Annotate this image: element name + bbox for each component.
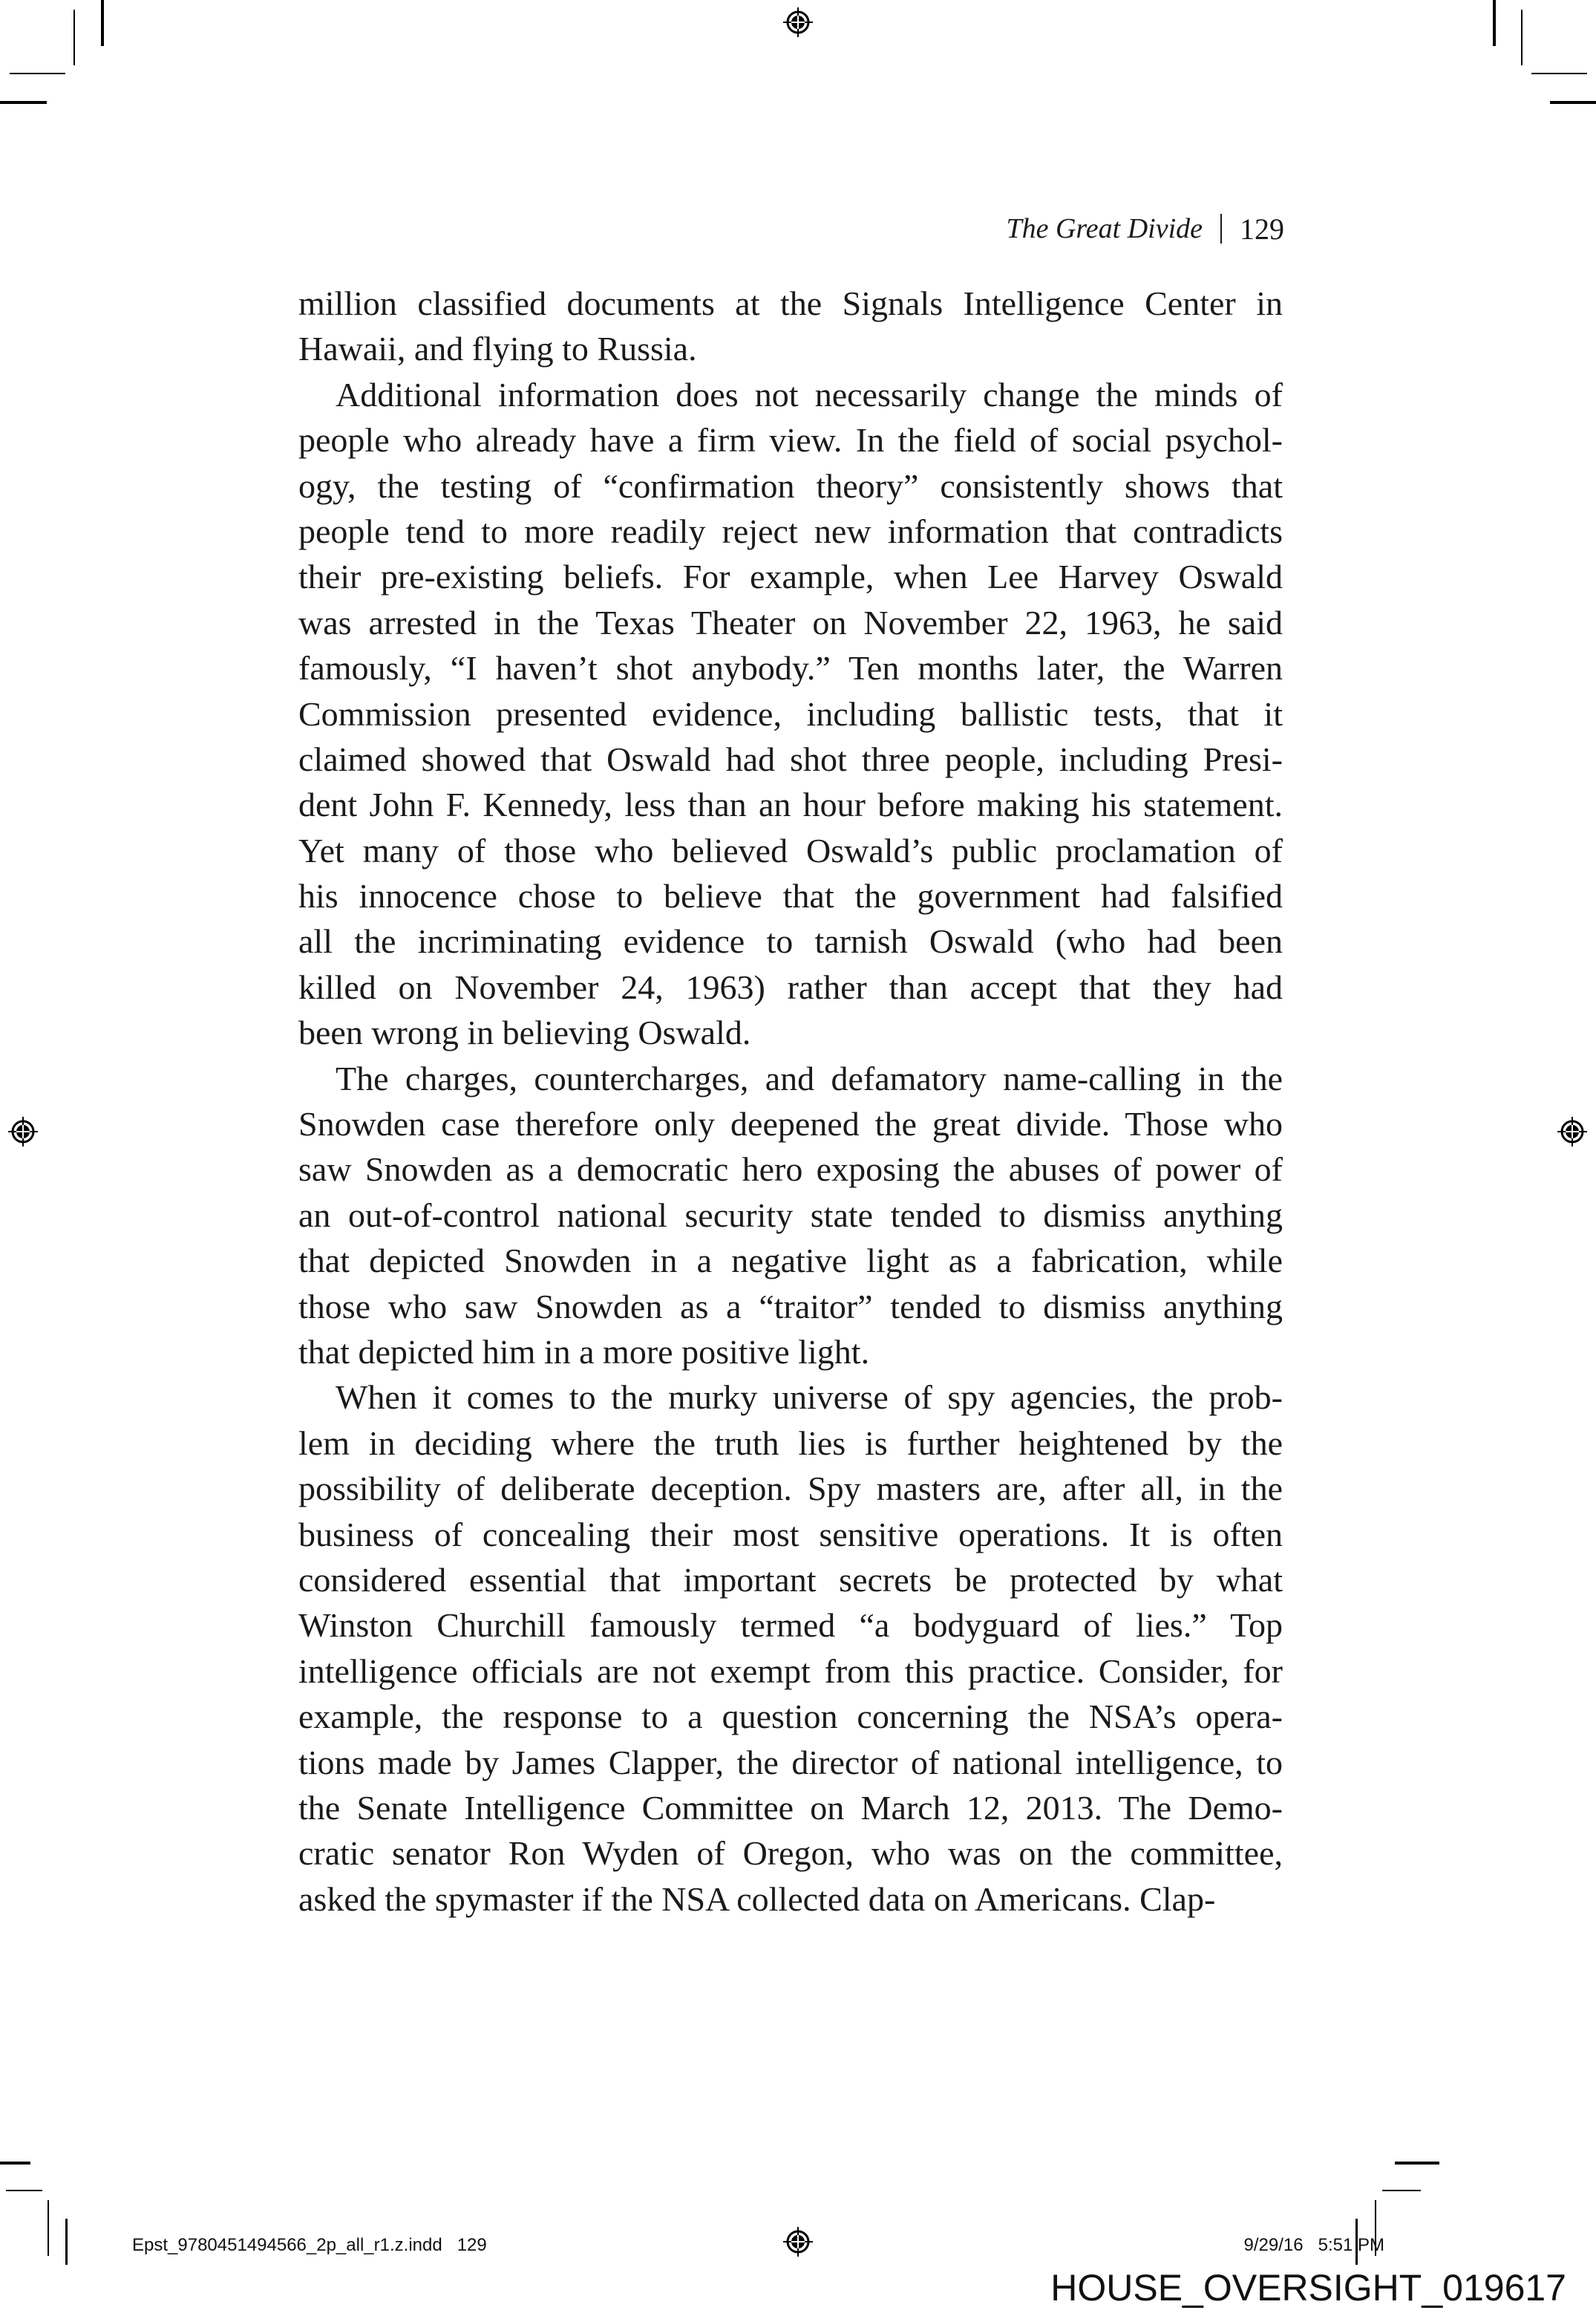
text-line: Hawaii, and flying to Russia.: [298, 330, 697, 368]
text-line: example, the response to a question concerning the NSA’s opera-: [298, 1697, 1283, 1736]
text-line: the Senate Intelligence Committee on March 12, 2013. The Demo-: [298, 1788, 1283, 1827]
text-line: an out-of-control national security state tended to dismiss anything: [298, 1195, 1283, 1234]
crop-mark-top-right-v1: [1493, 0, 1496, 46]
crop-mark-bottom-left-v2: [65, 2219, 68, 2265]
registration-target-icon: [7, 1115, 39, 1148]
bates-number: HOUSE_OVERSIGHT_019617: [1050, 2267, 1566, 2309]
page-number: 129: [1240, 212, 1284, 246]
text-line: Snowden case therefore only deepened the great divide. Those who: [298, 1105, 1283, 1144]
slug-file-name: Epst_9780451494566_2p_all_r1.z.indd 129: [132, 2235, 487, 2255]
text-line: been wrong in believing Oswald.: [298, 1014, 751, 1052]
crop-mark-bottom-right-h1: [1382, 2190, 1421, 2191]
text-line: business of concealing their most sensitive operations. It is often: [298, 1515, 1283, 1553]
text-line: million classified documents at the Signals Intelligence Center in: [298, 284, 1283, 322]
crop-mark-top-left-h2: [0, 101, 47, 104]
text-line: considered essential that important secrets be protected by what: [298, 1560, 1283, 1599]
crop-mark-top-left-v1: [101, 0, 104, 46]
text-line: intelligence officials are not exempt from this practice. Consider, for: [298, 1651, 1283, 1690]
text-line: possibility of deliberate deception. Spy masters are, after all, in the: [298, 1469, 1283, 1508]
crop-mark-bottom-left-h2: [6, 2190, 42, 2191]
text-line: their pre-existing beliefs. For example, when Lee Harvey Oswald: [298, 558, 1283, 596]
crop-mark-bottom-right-h2: [1395, 2162, 1439, 2165]
text-line: tions made by James Clapper, the director of national intelligence, to: [298, 1743, 1283, 1781]
text-line: Winston Churchill famously termed “a bodyguard of lies.” Top: [298, 1606, 1283, 1645]
text-line: all the incriminating evidence to tarnish Oswald (who had been: [298, 922, 1283, 961]
crop-mark-top-left-v2: [73, 10, 75, 65]
text-line: cratic senator Ron Wyden of Oregon, who was on the committee,: [298, 1834, 1283, 1873]
slug-timestamp: 9/29/16 5:51 PM: [1243, 2235, 1384, 2255]
crop-mark-top-left-h1: [10, 73, 65, 74]
registration-target-icon: [782, 2225, 814, 2258]
paragraph: [298, 1374, 1283, 1922]
text-line: that depicted Snowden in a negative light as a fabrication, while: [298, 1242, 1283, 1280]
registration-target-icon: [1556, 1115, 1589, 1148]
crop-mark-top-right-h2: [1550, 101, 1596, 104]
text-line: lem in deciding where the truth lies is further heightened by the: [298, 1423, 1283, 1462]
text-line: The charges, countercharges, and defamatory name-calling in the: [336, 1059, 1283, 1097]
text-line: ogy, the testing of “confirmation theory” consistently shows that: [298, 466, 1283, 505]
crop-mark-bottom-left-v1: [48, 2200, 49, 2256]
paragraph: [298, 281, 1283, 372]
running-head-title: The Great Divide: [1006, 213, 1203, 244]
text-line: dent John F. Kennedy, less than an hour before making his statement.: [298, 786, 1283, 824]
text-line: saw Snowden as a democratic hero exposing the abuses of power of: [298, 1150, 1283, 1189]
crop-mark-top-right-v2: [1521, 10, 1523, 65]
text-line: Commission presented evidence, including ballistic tests, that it: [298, 694, 1283, 733]
text-line: was arrested in the Texas Theater on November 22, 1963, he said: [298, 603, 1283, 642]
running-head: [1006, 206, 1284, 251]
text-line: people tend to more readily reject new information that contradicts: [298, 512, 1283, 550]
text-line: his innocence chose to believe that the government had falsified: [298, 877, 1283, 916]
text-line: asked the spymaster if the NSA collected data on Americans. Clap-: [298, 1879, 1216, 1918]
text-line: famously, “I haven’t shot anybody.” Ten months later, the Warren: [298, 649, 1283, 688]
text-line: Additional information does not necessarily change the minds of: [336, 375, 1283, 414]
text-line: that depicted him in a more positive light.: [298, 1332, 870, 1371]
crop-mark-bottom-left-h1: [0, 2162, 30, 2165]
text-line: people who already have a firm view. In the field of social psychol-: [298, 421, 1283, 460]
running-head-divider: [1220, 214, 1222, 244]
text-line: killed on November 24, 1963) rather than accept that they had: [298, 968, 1283, 1006]
text-line: When it comes to the murky universe of spy agencies, the prob-: [336, 1378, 1283, 1417]
body-text: [298, 281, 1283, 1922]
paragraph: [298, 372, 1283, 1056]
text-line: Yet many of those who believed Oswald’s public proclamation of: [298, 831, 1283, 870]
text-line: claimed showed that Oswald had shot three people, including Presi-: [298, 740, 1283, 778]
text-line: those who saw Snowden as a “traitor” tended to dismiss anything: [298, 1287, 1283, 1325]
registration-target-icon: [782, 6, 814, 39]
paragraph: [298, 1056, 1283, 1375]
crop-mark-top-right-h1: [1531, 73, 1587, 74]
